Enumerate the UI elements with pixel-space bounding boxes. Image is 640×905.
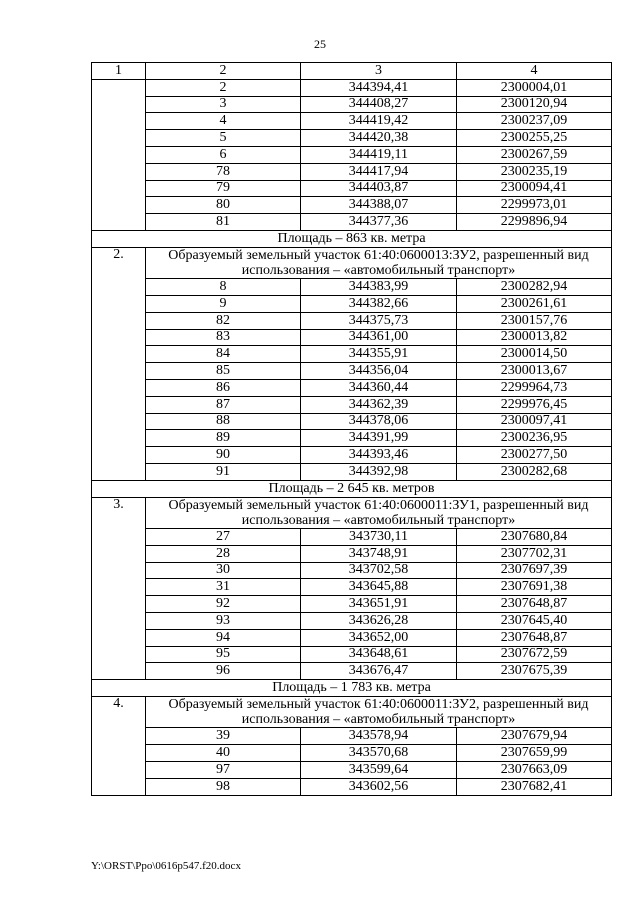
table-row [92,279,612,296]
coordinate-y: 2300237,09 [457,113,612,130]
coordinate-y: 2300004,01 [457,79,612,96]
table-row [92,113,612,130]
coordinate-y: 2300267,59 [457,146,612,163]
table-row [92,79,612,96]
table-row [92,646,612,663]
area-row [92,230,612,247]
plot-area: Площадь – 2 645 кв. метров [92,480,612,497]
coordinate-y: 2300014,50 [457,346,612,363]
point-number: 85 [146,363,301,380]
coordinate-y: 2307691,38 [457,579,612,596]
table-row [92,463,612,480]
coordinate-x: 344382,66 [301,295,457,312]
table-row [92,346,612,363]
point-number: 96 [146,663,301,680]
coordinate-y: 2307675,39 [457,663,612,680]
coordinate-x: 343648,61 [301,646,457,663]
point-number: 92 [146,596,301,613]
coordinate-x: 344392,98 [301,463,457,480]
coordinate-y: 2300236,95 [457,430,612,447]
coordinate-x: 343599,64 [301,761,457,778]
table-row [92,430,612,447]
coordinate-y: 2299976,45 [457,396,612,413]
coordinate-x: 344377,36 [301,214,457,231]
column-header: 3 [301,63,457,80]
plot-number: 3. [92,497,146,680]
coordinate-x: 344419,11 [301,146,457,163]
coordinate-x: 344362,39 [301,396,457,413]
coordinate-y: 2307648,87 [457,596,612,613]
point-number: 91 [146,463,301,480]
point-number: 8 [146,279,301,296]
coordinate-x: 343676,47 [301,663,457,680]
coordinate-y: 2300094,41 [457,180,612,197]
table-row [92,596,612,613]
header-row [92,63,612,80]
point-number: 84 [146,346,301,363]
point-number: 88 [146,413,301,430]
coordinate-x: 344378,06 [301,413,457,430]
coordinate-y: 2307682,41 [457,778,612,795]
coordinate-y: 2307645,40 [457,612,612,629]
table-row [92,629,612,646]
coordinate-x: 344403,87 [301,180,457,197]
table-row [92,379,612,396]
plot-description-row [92,247,612,278]
page-number: 25 [314,37,326,51]
point-number: 31 [146,579,301,596]
coordinate-x: 343730,11 [301,528,457,545]
coordinate-y: 2307648,87 [457,629,612,646]
coordinate-y: 2307680,84 [457,528,612,545]
column-header: 4 [457,63,612,80]
table-row [92,96,612,113]
coordinate-x: 343570,68 [301,745,457,762]
document-file-path: Y:\ORST\Ppo\0616p547.f20.docx [91,860,241,872]
table-row [92,396,612,413]
coordinate-y: 2299973,01 [457,197,612,214]
table-row [92,363,612,380]
point-number: 78 [146,163,301,180]
coordinate-x: 344375,73 [301,312,457,329]
coordinate-x: 343652,00 [301,629,457,646]
column-header: 2 [146,63,301,80]
coordinate-y: 2300013,67 [457,363,612,380]
plot-area: Площадь – 1 783 кв. метра [92,680,612,697]
coordinate-x: 343578,94 [301,728,457,745]
coordinate-x: 344394,41 [301,79,457,96]
coordinate-x: 344356,04 [301,363,457,380]
table-row [92,163,612,180]
point-number: 5 [146,130,301,147]
table-row [92,146,612,163]
coordinate-y: 2300157,76 [457,312,612,329]
coordinate-y: 2300277,50 [457,447,612,464]
coordinate-x: 344388,07 [301,197,457,214]
coordinate-x: 344383,99 [301,279,457,296]
coordinate-x: 343748,91 [301,545,457,562]
point-number: 90 [146,447,301,464]
table-row [92,447,612,464]
coordinate-x: 344420,38 [301,130,457,147]
table-row [92,312,612,329]
plot-description: Образуемый земельный участок 61:40:0600011:ЗУ2, разрешенный вид использования – «автомобильный транспорт» [146,696,612,727]
plot-number: 4. [92,696,146,795]
table-row [92,761,612,778]
point-number: 89 [146,430,301,447]
coordinate-x: 344361,00 [301,329,457,346]
coordinate-y: 2300235,19 [457,163,612,180]
point-number: 95 [146,646,301,663]
area-row [92,480,612,497]
coordinate-x: 344408,27 [301,96,457,113]
coordinates-table [91,62,612,796]
point-number: 82 [146,312,301,329]
coordinate-x: 344360,44 [301,379,457,396]
coordinate-y: 2300097,41 [457,413,612,430]
coordinate-y: 2300255,25 [457,130,612,147]
plot-number [92,79,146,230]
coordinate-y: 2299964,73 [457,379,612,396]
point-number: 27 [146,528,301,545]
area-row [92,680,612,697]
table-row [92,663,612,680]
coordinate-y: 2299896,94 [457,214,612,231]
plot-description: Образуемый земельный участок 61:40:0600013:ЗУ2, разрешенный вид использования – «автомобильный транспорт» [146,247,612,278]
table-row [92,130,612,147]
plot-description-row [92,497,612,528]
table-row [92,728,612,745]
coordinate-y: 2307659,99 [457,745,612,762]
table-row [92,545,612,562]
coordinate-x: 343626,28 [301,612,457,629]
coordinate-y: 2300282,68 [457,463,612,480]
point-number: 86 [146,379,301,396]
plot-description-row [92,696,612,727]
coordinate-x: 344355,91 [301,346,457,363]
table-row [92,745,612,762]
point-number: 9 [146,295,301,312]
coordinate-x: 343645,88 [301,579,457,596]
point-number: 81 [146,214,301,231]
table-row [92,562,612,579]
plot-number: 2. [92,247,146,480]
coordinate-x: 344391,99 [301,430,457,447]
point-number: 4 [146,113,301,130]
coordinate-y: 2300120,94 [457,96,612,113]
table-row [92,214,612,231]
point-number: 30 [146,562,301,579]
table-row [92,197,612,214]
table-row [92,612,612,629]
point-number: 87 [146,396,301,413]
table-row [92,329,612,346]
point-number: 80 [146,197,301,214]
coordinate-x: 344417,94 [301,163,457,180]
plot-description: Образуемый земельный участок 61:40:0600011:ЗУ1, разрешенный вид использования – «автомобильный транспорт» [146,497,612,528]
coordinate-x: 343702,58 [301,562,457,579]
coordinate-y: 2307663,09 [457,761,612,778]
coordinate-x: 344393,46 [301,447,457,464]
coordinate-y: 2300013,82 [457,329,612,346]
point-number: 94 [146,629,301,646]
point-number: 2 [146,79,301,96]
coordinate-y: 2300282,94 [457,279,612,296]
table-row [92,528,612,545]
table-row [92,778,612,795]
coordinate-y: 2307679,94 [457,728,612,745]
point-number: 97 [146,761,301,778]
table-row [92,180,612,197]
coordinate-y: 2300261,61 [457,295,612,312]
coordinate-x: 343602,56 [301,778,457,795]
point-number: 28 [146,545,301,562]
point-number: 83 [146,329,301,346]
point-number: 3 [146,96,301,113]
table-row [92,579,612,596]
table-row [92,413,612,430]
coordinate-x: 343651,91 [301,596,457,613]
plot-area: Площадь – 863 кв. метра [92,230,612,247]
coordinate-y: 2307672,59 [457,646,612,663]
coordinate-y: 2307702,31 [457,545,612,562]
column-header: 1 [92,63,146,80]
table-row [92,295,612,312]
point-number: 98 [146,778,301,795]
point-number: 6 [146,146,301,163]
point-number: 79 [146,180,301,197]
coordinate-x: 344419,42 [301,113,457,130]
point-number: 93 [146,612,301,629]
coordinate-y: 2307697,39 [457,562,612,579]
point-number: 40 [146,745,301,762]
point-number: 39 [146,728,301,745]
